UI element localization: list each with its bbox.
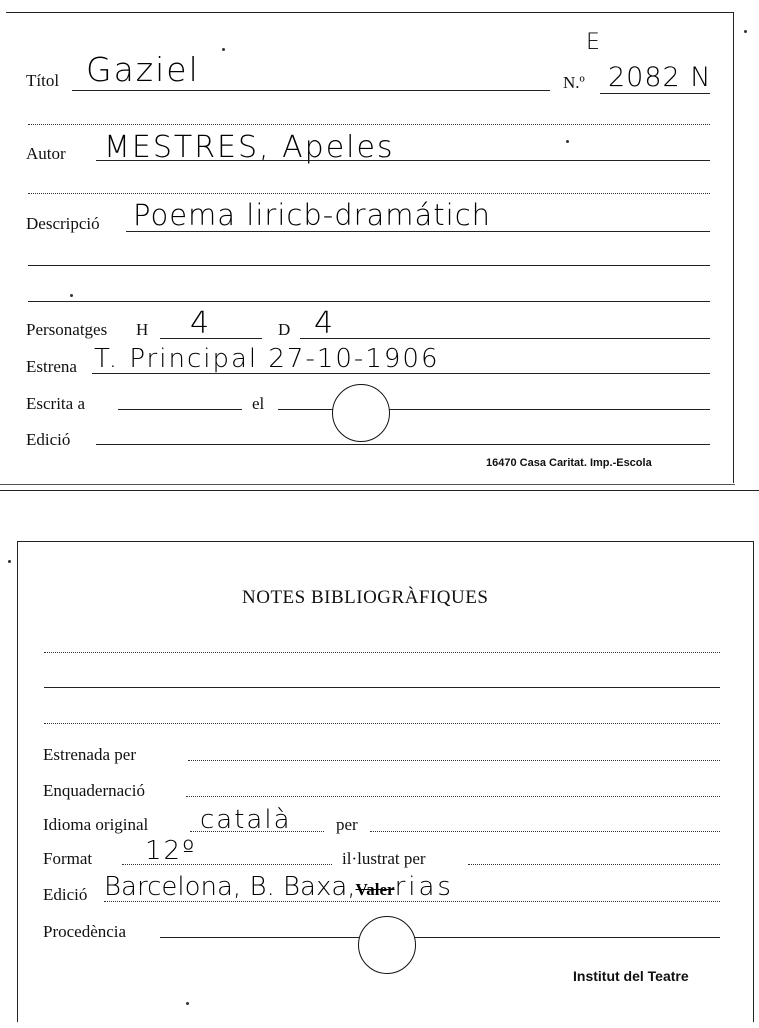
punch-hole: [332, 384, 390, 442]
el-label: el: [252, 394, 265, 413]
number-prefix: E: [586, 30, 602, 55]
edicio-struck-text: Valer: [355, 880, 395, 899]
number-label: N.º: [563, 73, 585, 92]
procedencia-label: Procedència: [43, 922, 127, 941]
d-line: [300, 338, 710, 339]
descripcio-extra-line: [28, 301, 710, 302]
punch-hole: [358, 916, 416, 974]
scan-speck: [744, 30, 747, 33]
escrita-line: [118, 409, 242, 410]
estrena-label: Estrena: [26, 357, 77, 376]
card-edge-line: [0, 484, 735, 485]
scan-speck: [186, 1002, 189, 1005]
printer-note: 16470 Casa Caritat. Imp.-Escola: [486, 457, 652, 469]
personatges-label: Personatges: [26, 320, 108, 339]
idioma-line: [190, 831, 324, 832]
estrena-value: T. Principal 27-10-1906: [94, 344, 440, 374]
notes-line: [44, 723, 720, 724]
format-value: 12º: [145, 836, 197, 866]
procedencia-line: [160, 937, 720, 938]
notes-heading: NOTES BIBLIOGRÀFIQUES: [242, 587, 489, 608]
card-edge-line: [0, 490, 759, 491]
enquadernacio-line: [186, 796, 720, 797]
notes-line: [44, 687, 720, 688]
enquadernacio-label: Enquadernació: [43, 781, 145, 800]
number-line: [600, 93, 710, 94]
scan-speck: [8, 560, 11, 563]
illustrat-label: il·lustrat per: [342, 849, 426, 868]
per-label: per: [336, 815, 358, 834]
descripcio-extra-line: [28, 265, 710, 266]
edicio-line: [96, 444, 710, 445]
edicio-label: Edició: [26, 430, 71, 449]
autor-label: Autor: [26, 144, 66, 163]
estrenada-line: [188, 760, 720, 761]
escrita-label: Escrita a: [26, 394, 85, 413]
h-line: [160, 338, 262, 339]
scan-speck: [70, 294, 73, 297]
idioma-label: Idioma original: [43, 815, 149, 834]
h-value: 4: [190, 306, 212, 341]
institution-label: Institut del Teatre: [573, 968, 689, 984]
format-label: Format: [43, 849, 93, 868]
number-value: 2082 N: [608, 62, 712, 93]
notes-line: [44, 652, 720, 653]
illustrat-line: [468, 864, 720, 865]
scan-speck: [222, 48, 225, 51]
h-label: H: [136, 320, 149, 339]
per-line: [370, 831, 720, 832]
titol-label: Títol: [26, 71, 60, 90]
descripcio-value: Poema liricb-dramátich: [133, 198, 492, 232]
d-label: D: [278, 320, 291, 339]
d-value: 4: [314, 306, 336, 341]
format-line: [122, 864, 332, 865]
descripcio-label: Descripció: [26, 214, 100, 233]
autor-extra-line: [28, 193, 710, 194]
edicio-back-label: Edició: [43, 885, 88, 904]
edicio-back-line: [104, 901, 720, 902]
edicio-back-value: Barcelona, B. Baxa,Valerrias: [104, 872, 454, 902]
titol-line: [72, 90, 550, 91]
titol-extra-line: [28, 124, 710, 125]
estrenada-label: Estrenada per: [43, 745, 136, 764]
autor-line: [96, 160, 710, 161]
titol-value: Gaziel: [86, 50, 200, 89]
idioma-value: català: [200, 805, 292, 835]
descripcio-line: [126, 231, 710, 232]
estrena-line: [92, 373, 710, 374]
autor-value: MESTRES, Apeles: [104, 130, 395, 165]
scan-speck: [566, 140, 569, 143]
